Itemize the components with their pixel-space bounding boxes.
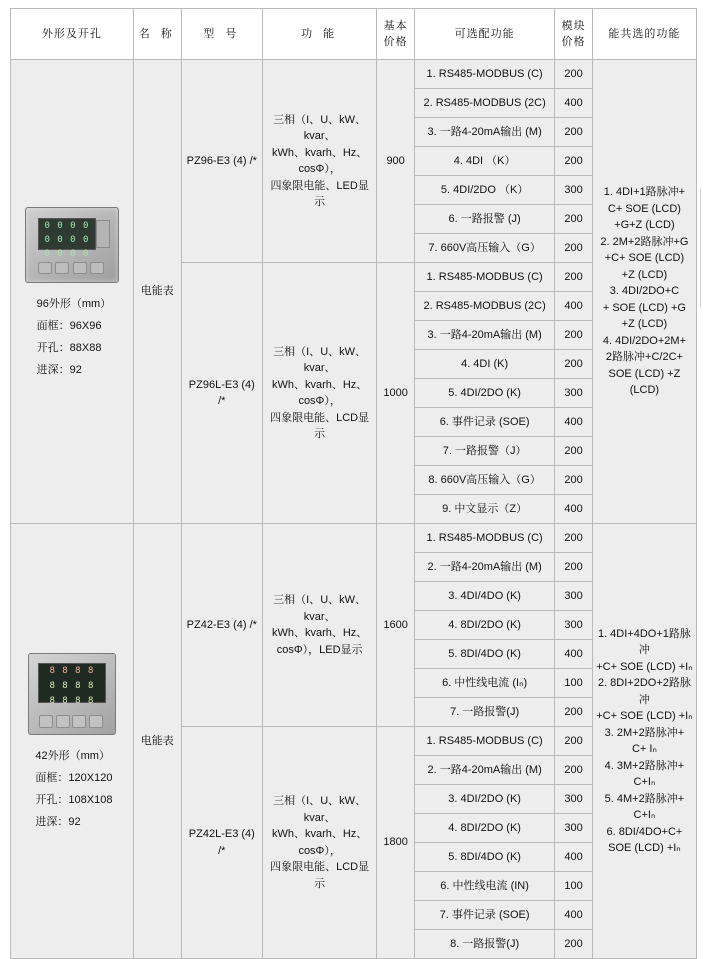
- option-label: 4. 4DI （K）: [414, 147, 555, 176]
- header-model: 型 号: [181, 9, 262, 60]
- shared-function-42: [592, 524, 696, 959]
- option-price: 400: [555, 843, 592, 872]
- function-line: 四象限电能、LCD显示: [270, 861, 370, 890]
- shape-dimensions-96: [33, 293, 112, 381]
- option-price: 300: [555, 176, 592, 205]
- shared-line: +C+ SOE (LCD): [604, 252, 685, 265]
- panel-meter-42-icon: [28, 653, 116, 735]
- shared-line: 3. 4DI/2DO+C: [609, 285, 680, 298]
- shared-line: 4. 4DI/2DO+2M+: [602, 334, 686, 347]
- function-line: 三相（I、U、kW、kvar、: [273, 795, 367, 824]
- model-pz42l: PZ42L-E3 (4) /*: [181, 727, 262, 959]
- option-label: 5. 4DI/2DO （K）: [414, 176, 555, 205]
- meter-screen-line: 8 8 8 8: [49, 681, 95, 691]
- option-label: 3. 4DI/4DO (K): [414, 582, 555, 611]
- shared-function-96: [592, 60, 696, 524]
- option-price: 400: [555, 640, 592, 669]
- function-line: kWh、kvarh、Hz、cosΦ），: [271, 378, 368, 407]
- option-price: 300: [555, 379, 592, 408]
- shared-line: 2. 8DI+2DO+2路脉冲: [597, 677, 691, 706]
- option-price: 100: [555, 872, 592, 901]
- header-function: 功 能: [262, 9, 377, 60]
- function-pz42: [262, 524, 377, 727]
- option-label: 4. 8DI/2DO (K): [414, 814, 555, 843]
- product-name-96: 电能表: [133, 60, 181, 524]
- option-label: 4. 4DI (K): [414, 350, 555, 379]
- option-label: 5. 4DI/2DO (K): [414, 379, 555, 408]
- option-label: 1. RS485-MODBUS (C): [414, 727, 555, 756]
- shared-line: C+ Iₙ: [631, 743, 657, 755]
- shared-line: +C+ SOE (LCD) +Iₙ: [596, 710, 693, 722]
- base-price-pz42: 1600: [377, 524, 414, 727]
- option-price: 200: [555, 727, 592, 756]
- shared-line: +Z (LCD): [621, 268, 668, 281]
- shared-line: C+ SOE (LCD): [607, 202, 681, 215]
- option-price: 300: [555, 611, 592, 640]
- option-price: 400: [555, 292, 592, 321]
- option-price: 200: [555, 60, 592, 89]
- option-price: 400: [555, 901, 592, 930]
- shape-line: 开孔：108X108: [35, 794, 113, 806]
- model-pz42: PZ42-E3 (4) /*: [181, 524, 262, 727]
- option-label: 5. 8DI/4DO (K): [414, 843, 555, 872]
- header-name: 名 称: [133, 9, 181, 60]
- option-price: 200: [555, 698, 592, 727]
- meter-screen: [38, 663, 106, 706]
- option-price: 100: [555, 669, 592, 698]
- meter-screen-line: 0 0 0 0: [44, 234, 90, 245]
- spec-table-page: [0, 8, 707, 950]
- option-label: 2. RS485-MODBUS (2C): [414, 292, 555, 321]
- function-line: 四象限电能、LCD显示: [270, 411, 370, 440]
- option-price: 200: [555, 350, 592, 379]
- shape-line: 面框：120X120: [35, 772, 113, 784]
- option-price: 300: [555, 582, 592, 611]
- option-label: 2. 一路4-20mA输出 (M): [414, 756, 555, 785]
- shape-line: 进深：92: [35, 816, 81, 828]
- shared-line: SOE (LCD) +Z (LCD): [608, 367, 681, 397]
- table-row: [11, 60, 697, 89]
- option-label: 9. 中文显示（Z）: [414, 495, 555, 524]
- header-shape: 外形及开孔: [11, 9, 134, 60]
- shared-line: +G+Z (LCD): [614, 219, 675, 232]
- meter-buttons: [39, 715, 103, 727]
- shape-line: 96外形（mm）: [36, 297, 112, 310]
- shape-dimensions-42: [31, 745, 112, 833]
- header-shared-function: 能共选的功能: [592, 9, 696, 60]
- option-price: 200: [555, 147, 592, 176]
- shape-line: 面框：96X96: [36, 319, 102, 332]
- meter-screen: [38, 218, 96, 259]
- meter-buttons: [38, 262, 104, 274]
- function-line: 三相（I、U、kW、kvar、: [273, 113, 367, 142]
- option-price: 200: [555, 524, 592, 553]
- option-label: 6. 事件记录 (SOE): [414, 408, 555, 437]
- function-pz42l: [262, 727, 377, 959]
- option-label: 1. RS485-MODBUS (C): [414, 263, 555, 292]
- shape-cell-42: [11, 524, 134, 959]
- table-header: [11, 9, 697, 60]
- base-price-pz96l: 1000: [377, 263, 414, 524]
- shape-cell-96: [11, 60, 134, 524]
- option-price: 200: [555, 930, 592, 959]
- product-name-42: 电能表: [133, 524, 181, 959]
- option-label: 8. 一路报警(J): [414, 930, 555, 959]
- header-row: [11, 9, 697, 60]
- option-label: 6. 一路报警 (J): [414, 205, 555, 234]
- table-row: [11, 524, 697, 553]
- shared-line: 3. 2M+2路脉冲+: [604, 726, 685, 739]
- option-price: 400: [555, 495, 592, 524]
- option-label: 7. 660V高压输入（G）: [414, 234, 555, 263]
- shared-line: SOE (LCD) +Iₙ: [608, 842, 681, 854]
- option-label: 7. 一路报警(J): [414, 698, 555, 727]
- shared-line: + SOE (LCD) +G: [602, 301, 686, 314]
- option-price: 200: [555, 553, 592, 582]
- function-line: 三相（I、U、kW、kvar、: [273, 594, 367, 623]
- option-label: 6. 中性线电流 (IN): [414, 872, 555, 901]
- option-label: 8. 660V高压输入（G）: [414, 466, 555, 495]
- option-label: 5. 8DI/4DO (K): [414, 640, 555, 669]
- option-price: 300: [555, 785, 592, 814]
- option-label: 3. 一路4-20mA输出 (M): [414, 118, 555, 147]
- table-body: [11, 60, 697, 959]
- shared-line: C+Iₙ: [633, 809, 656, 821]
- function-line: kWh、kvarh、Hz、cosΦ），: [271, 146, 368, 175]
- shape-line: 42外形（mm）: [35, 750, 110, 762]
- meter-screen-line: 8 8 8 8: [49, 696, 95, 706]
- header-base-price: 基本 价格: [377, 9, 414, 60]
- function-line: kWh、kvarh、Hz、cosΦ），: [271, 828, 368, 857]
- option-price: 400: [555, 408, 592, 437]
- function-pz96: [262, 60, 377, 263]
- option-price: 200: [555, 205, 592, 234]
- option-label: 6. 中性线电流 (Iₙ): [414, 669, 555, 698]
- option-price: 200: [555, 437, 592, 466]
- shape-line: 开孔：88X88: [36, 341, 102, 354]
- option-label: 2. 一路4-20mA输出 (M): [414, 553, 555, 582]
- meter-indicator-leds: [96, 220, 110, 248]
- shared-line: +C+ SOE (LCD) +Iₙ: [596, 660, 693, 673]
- option-label: 3. 一路4-20mA输出 (M): [414, 321, 555, 350]
- meter-screen-line: 0 0 0 0: [44, 248, 90, 259]
- product-spec-table: [10, 8, 697, 959]
- option-label: 3. 4DI/2DO (K): [414, 785, 555, 814]
- option-price: 200: [555, 321, 592, 350]
- option-label: 1. RS485-MODBUS (C): [414, 524, 555, 553]
- function-line: 三相（I、U、kW、kvar、: [273, 345, 367, 374]
- option-price: 200: [555, 118, 592, 147]
- panel-meter-96-icon: [25, 207, 119, 283]
- option-price: 200: [555, 263, 592, 292]
- option-label: 7. 事件记录 (SOE): [414, 901, 555, 930]
- option-label: 2. RS485-MODBUS (2C): [414, 89, 555, 118]
- model-pz96: PZ96-E3 (4) /*: [181, 60, 262, 263]
- function-line: kWh、kvarh、Hz、: [271, 627, 368, 639]
- shared-line: 6. 8DI/4DO+C+: [606, 825, 683, 838]
- shared-line: 1. 4DI+1路脉冲+: [603, 186, 686, 199]
- shared-line: C+Iₙ: [633, 776, 656, 788]
- function-line: 四象限电能、LED显示: [270, 179, 369, 208]
- shape-line: 进深：92: [36, 363, 82, 376]
- shared-line: 1. 4DI+4DO+1路脉冲: [597, 627, 691, 656]
- option-price: 200: [555, 756, 592, 785]
- page-side-tab: [700, 188, 707, 308]
- function-pz96l: [262, 263, 377, 524]
- option-price: 300: [555, 814, 592, 843]
- option-price: 200: [555, 466, 592, 495]
- shared-line: 2路脉冲+C/2C+: [605, 351, 683, 364]
- shared-line: 4. 3M+2路脉冲+: [604, 759, 685, 772]
- function-line: cosΦ），LED显示: [276, 643, 363, 656]
- header-optional-function: 可选配功能: [414, 9, 555, 60]
- shared-line: 2. 2M+2路脉冲+G: [600, 235, 689, 248]
- shared-line: +Z (LCD): [621, 318, 668, 331]
- option-label: 7. 一路报警（J）: [414, 437, 555, 466]
- model-pz96l: PZ96L-E3 (4) /*: [181, 263, 262, 524]
- option-label: 4. 8DI/2DO (K): [414, 611, 555, 640]
- shared-line: 5. 4M+2路脉冲+: [604, 792, 685, 805]
- base-price-pz42l: 1800: [377, 727, 414, 959]
- option-price: 200: [555, 234, 592, 263]
- option-label: 1. RS485-MODBUS (C): [414, 60, 555, 89]
- header-module-price: 模块 价格: [555, 9, 592, 60]
- meter-screen-line: 0 0 0 0: [44, 220, 90, 231]
- base-price-pz96: 900: [377, 60, 414, 263]
- meter-screen-line: 8 8 8 8: [49, 666, 95, 676]
- option-price: 400: [555, 89, 592, 118]
